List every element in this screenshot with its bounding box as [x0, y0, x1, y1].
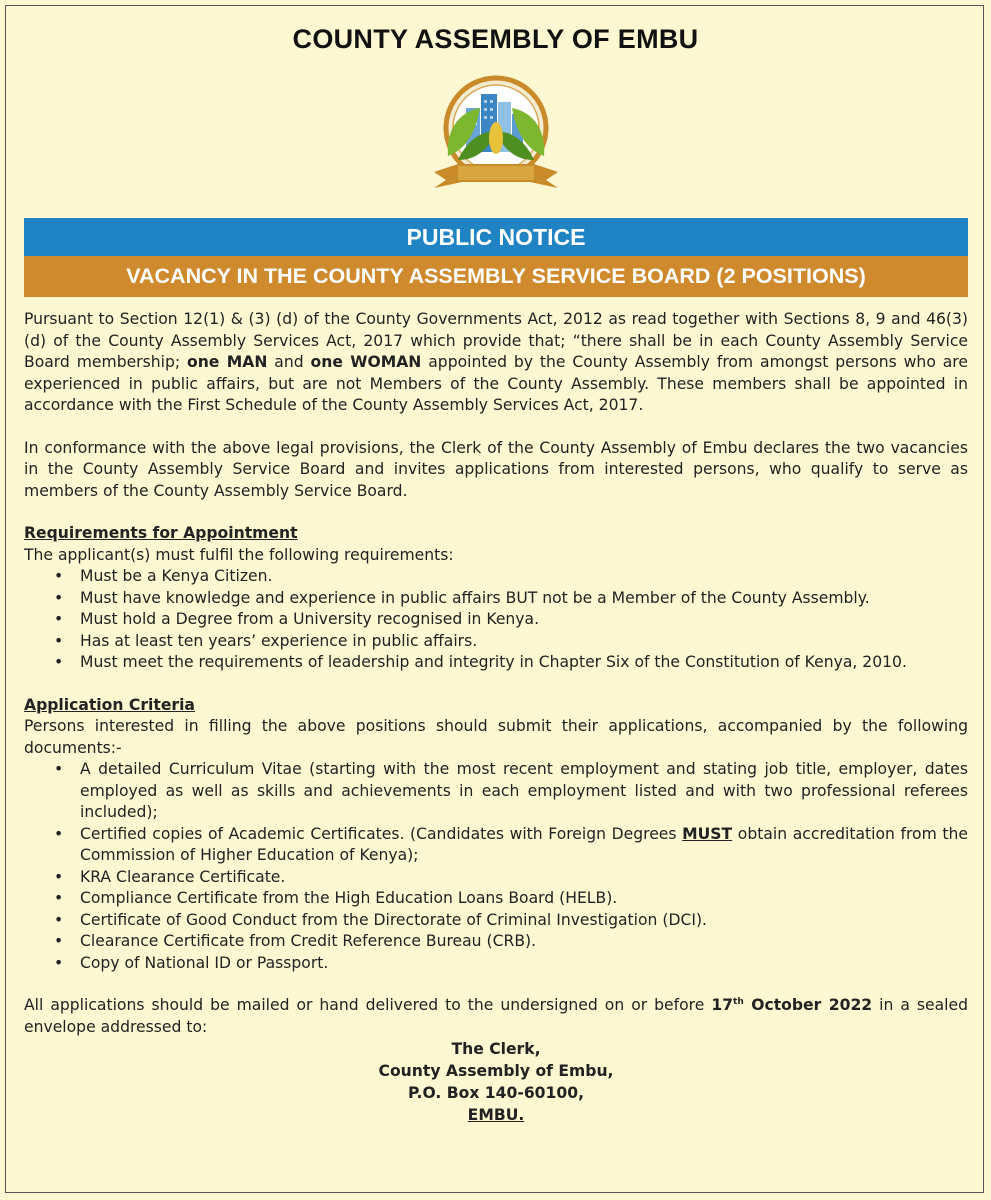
address-city: EMBU.	[467, 1106, 525, 1124]
list-item: • Clearance Certificate from Credit Reference Bureau (CRB).	[24, 931, 968, 953]
list-item: • Must meet the requirements of leadership and integrity in Chapter Six of the Constitution of Kenya, 2010.	[24, 652, 968, 674]
page-title: COUNTY ASSEMBLY OF EMBU	[292, 24, 699, 54]
list-item: • KRA Clearance Certificate.	[24, 867, 968, 889]
closing-paragraph: All applications should be mailed or hand delivered to the undersigned on or before 17th October 2022 in a sealed envelope addressed to:	[24, 996, 968, 1036]
list-item: • Must be a Kenya Citizen.	[24, 566, 968, 588]
criteria-heading: Application Criteria	[24, 695, 195, 714]
list-item: • Must have knowledge and experience in public affairs BUT not be a Member of the County Assembly.	[24, 588, 968, 610]
list-item: • Must hold a Degree from a University recognised in Kenya.	[24, 609, 968, 631]
mailing-address	[24, 1038, 968, 1126]
requirements-heading: Requirements for Appointment	[24, 524, 298, 542]
list-item: • Certificate of Good Conduct from the Directorate of Criminal Investigation (DCI).	[24, 910, 968, 932]
list-item: • Copy of National ID or Passport.	[24, 953, 968, 975]
vacancy-banner: VACANCY IN THE COUNTY ASSEMBLY SERVICE BOARD (2 POSITIONS)	[24, 256, 968, 297]
list-item: • Compliance Certificate from the High Education Loans Board (HELB).	[24, 888, 968, 910]
list-item: • A detailed Curriculum Vitae (starting with the most recent employment and stating job title, employer, dates employed as well as skills and achievements in each employment listed and with two professional referees included);	[24, 759, 968, 824]
address-line: P.O. Box 140-60100,	[407, 1084, 585, 1102]
intro-paragraph-1: Pursuant to Section 12(1) & (3) (d) of the County Governments Act, 2012 as read together with Sections 8, 9 and 46(3) (d) of the County Assembly Services Act, 2017 which provide that; “there shall be in each County Assembly Service Board membership; one MAN and one WOMAN appointed by the County Assembly from amongst persons who are experienced in public affairs, but are not Members of the County Assembly. These members shall be appointed in accordance with the First Schedule of the County Assembly Services Act, 2017.	[24, 310, 968, 414]
criteria-lead: Persons interested in filling the above positions should submit their applications, accompanied by the following documents:-	[24, 717, 968, 757]
requirements-list	[24, 566, 968, 674]
address-line: County Assembly of Embu,	[378, 1062, 614, 1080]
intro-paragraph-2: In conformance with the above legal provisions, the Clerk of the County Assembly of Embu declares the two vacancies in the County Assembly Service Board and invites applications from interested persons, who qualify to serve as members of the County Assembly Service Board.	[24, 438, 968, 500]
criteria-list	[24, 759, 968, 974]
county-emblem-logo	[418, 68, 574, 200]
list-item: • Has at least ten years’ experience in public affairs.	[24, 631, 968, 653]
requirements-lead: The applicant(s) must fulfil the following requirements:	[24, 545, 454, 564]
notice-body	[24, 309, 968, 1126]
public-notice-banner: PUBLIC NOTICE	[24, 218, 968, 256]
address-line: The Clerk,	[451, 1040, 541, 1058]
list-item: • Certified copies of Academic Certificates. (Candidates with Foreign Degrees MUST obtain accreditation from the Commission of Higher Education of Kenya);	[24, 824, 968, 867]
